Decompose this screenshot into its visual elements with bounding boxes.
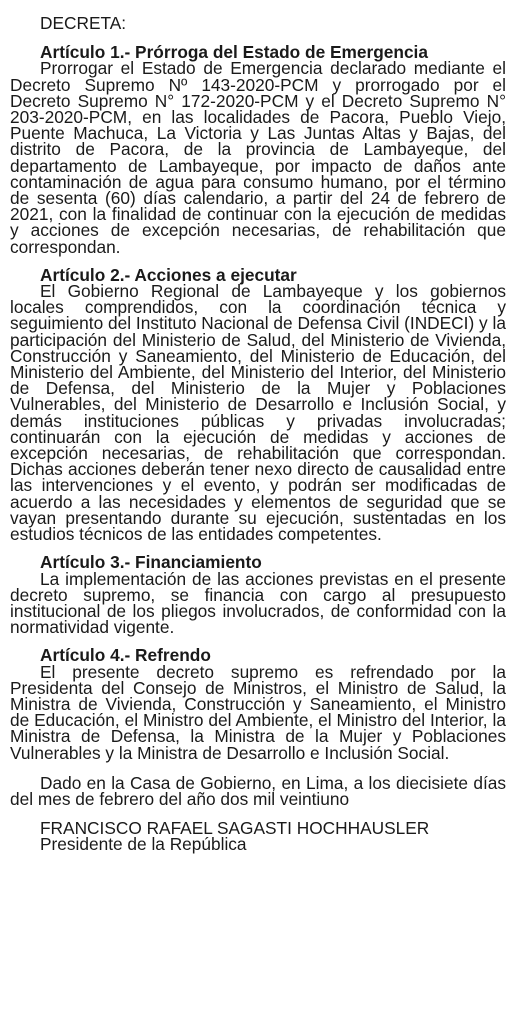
article-2 bbox=[10, 264, 506, 545]
article-4 bbox=[10, 645, 506, 763]
article-1-body: Prorrogar el Estado de Emergencia declarado mediante el Decreto Supremo Nº 143-2020-PCM y prorrogado por el Decreto Supremo N° 172-2020-PCM y el Decreto Supremo N° 203-2020-PCM, en las localidades de Pacora, Pueblo Viejo, Puente Machuca, La Victoria y Las Juntas Altas y Bajas, del distrito de Pacora, de la provincia de Lambayeque, del departamento de Lambayeque, por impacto de daños ante contaminación de agua para consumo humano, por el término de sesenta (60) días calendario, a partir del 24 de febrero de 2021, con la finalidad de continuar con la ejecución de medidas y acciones de excepción necesarias, de rehabilitación que correspondan. bbox=[10, 58, 506, 257]
dado-paragraph: Dado en la Casa de Gobierno, en Lima, a los diecisiete días del mes de febrero del año dos mil veintiuno bbox=[10, 772, 506, 809]
article-2-title: Artículo 2.- Acciones a ejecutar bbox=[40, 264, 297, 285]
signature-block bbox=[40, 818, 506, 855]
article-2-body: El Gobierno Regional de Lambayeque y los gobiernos locales comprendidos, con la coordinación técnica y seguimiento del Instituto Nacional de Defensa Civil (INDECI) y la participación del Ministerio de Salud, del Ministerio de Vivienda, Construcción y Saneamiento, del Ministerio de Educación, del Ministerio del Ambiente, del Ministerio del Interior, del Ministerio de Defensa, del Ministerio de la Mujer y Poblaciones Vulnerables, del Ministerio de Desarrollo e Inclusión Social, y demás instituciones públicas y privadas involucradas; continuarán con la ejecución de medidas y acciones de excepción necesarias, de rehabilitación que correspondan. Dichas acciones deberán tener nexo directo de causalidad entre las intervenciones y el evento, y podrán ser modificadas de acuerdo a las necesidades y elementos de seguridad que se vayan presentando durante su ejecución, sustentadas en los estudios técnicos de las entidades competentes. bbox=[10, 281, 506, 545]
article-3 bbox=[10, 552, 506, 638]
decree-page bbox=[10, 8, 506, 853]
article-1 bbox=[10, 44, 506, 255]
article-3-body: La implementación de las acciones previstas en el presente decreto supremo, se financia con cargo al presupuesto institucional de los pliegos involucrados, de conformidad con la normatividad vigente. bbox=[10, 568, 506, 638]
article-4-title: Artículo 4.- Refrendo bbox=[40, 645, 211, 666]
signatory-role: Presidente de la República bbox=[40, 834, 247, 855]
article-3-title: Artículo 3.- Financiamiento bbox=[40, 552, 262, 573]
decreta-heading: DECRETA: bbox=[40, 13, 127, 33]
article-1-title: Artículo 1.- Prórroga del Estado de Emergencia bbox=[40, 42, 428, 63]
signatory-name: FRANCISCO RAFAEL SAGASTI HOCHHAUSLER bbox=[40, 818, 430, 839]
article-4-body: El presente decreto supremo es refrendado por la Presidenta del Consejo de Ministros, el Ministro de Salud, la Ministra de Vivienda, Construcción y Saneamiento, el Ministro de Educación, el Ministro del Ambiente, el Ministro del Interior, la Ministra de Defensa, la Ministra de la Mujer y Poblaciones Vulnerables y la Ministra de Desarrollo e Inclusión Social. bbox=[10, 661, 506, 763]
